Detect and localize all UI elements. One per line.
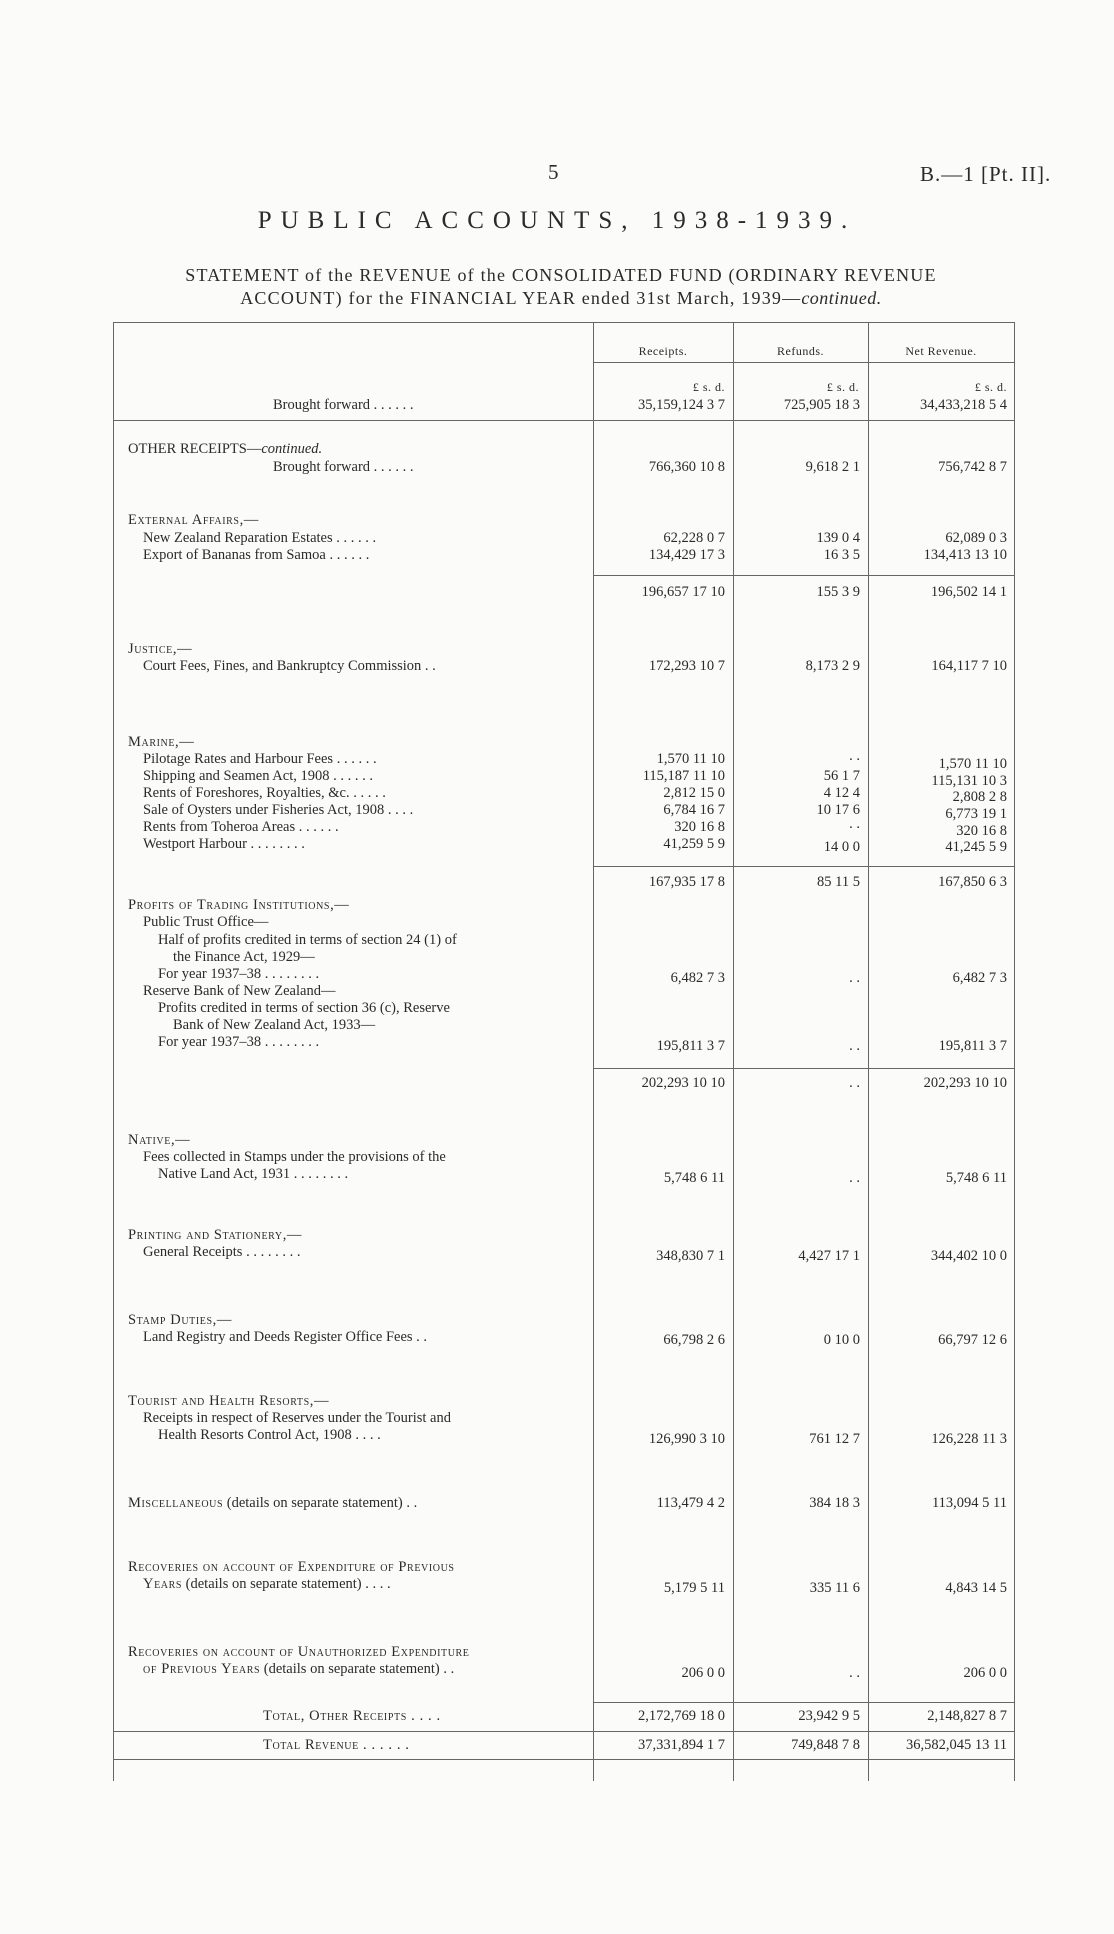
header-refunds: Refunds. (777, 344, 824, 358)
rule-external-subtotal (593, 575, 1015, 576)
total-other-receipts-receipts: 2,172,769 18 0 (638, 1708, 725, 1724)
external-total-net: 196,502 14 1 (930, 584, 1007, 600)
external-total-receipts: 196,657 17 10 (641, 584, 725, 600)
marine-item-refunds: 4 12 4 (823, 785, 860, 801)
justice-net: 164,117 7 10 (931, 658, 1007, 674)
header-receipts: Receipts. (638, 344, 688, 358)
justice-label: Court Fees, Fines, and Bankruptcy Commission . . (143, 658, 436, 674)
rule-under-brought-forward (113, 420, 1015, 421)
other-brought-forward-label: Brought forward . . . . . . (273, 459, 414, 475)
statement-line-1: STATEMENT of the REVENUE of the CONSOLIDATED FUND (ORDINARY REVENUE (185, 265, 937, 285)
total-other-receipts-net: 2,148,827 8 7 (927, 1708, 1007, 1724)
marine-item-net: 41,245 5 9 (945, 839, 1007, 855)
printing-label: General Receipts . . . . . . . . (143, 1244, 301, 1260)
marine-item-receipts: 6,784 16 7 (663, 802, 725, 818)
other-brought-forward-refunds: 9,618 2 1 (805, 459, 860, 475)
marine-item-label: Sale of Oysters under Fisheries Act, 1908 . . . . (143, 802, 414, 818)
marine-item-net: 1,570 11 10 (938, 756, 1007, 772)
brought-forward-refunds: 725,905 18 3 (783, 397, 860, 413)
rule-left (113, 322, 114, 1781)
unauthorized-net: 206 0 0 (963, 1665, 1007, 1681)
public-trust-line-1: Half of profits credited in terms of section 24 (1) of (158, 932, 457, 948)
marine-total-refunds: 85 11 5 (817, 874, 860, 890)
printing-net: 344,402 10 0 (930, 1248, 1007, 1264)
public-trust-label: Public Trust Office— (143, 914, 269, 930)
public-trust-year: For year 1937–38 . . . . . . . . (158, 966, 320, 982)
external-item-net: 134,413 13 10 (923, 547, 1007, 563)
stamp-duties-net: 66,797 12 6 (938, 1332, 1007, 1348)
document-reference: B.—1 [Pt. II]. (920, 162, 1052, 186)
marine-item-net: 115,131 10 3 (931, 773, 1007, 789)
marine-item-label: Rents from Toheroa Areas . . . . . . (143, 819, 339, 835)
total-other-receipts-refunds: 23,942 9 5 (798, 1708, 860, 1724)
marine-item-receipts: 2,812 15 0 (663, 785, 725, 801)
public-trust-net: 6,482 7 3 (952, 970, 1007, 986)
external-item-label: New Zealand Reparation Estates . . . . . . (143, 530, 377, 546)
external-total-refunds: 155 3 9 (816, 584, 860, 600)
other-receipts-heading-text: OTHER RECEIPTS— (128, 441, 262, 457)
revenue-table (113, 322, 1015, 1781)
brought-forward-label: Brought forward . . . . . . (273, 397, 414, 413)
reserve-bank-line-1: Profits credited in terms of section 36 (c), Reserve (158, 1000, 450, 1016)
unauthorized-note: (details on separate statement) . . (263, 1661, 455, 1677)
miscellaneous-note: (details on separate statement) . . (226, 1495, 418, 1511)
brought-forward-net: 34,433,218 5 4 (920, 397, 1007, 413)
trading-heading: Profits of Trading Institutions,— (128, 897, 350, 913)
unauthorized-previous-years: of Previous Years (143, 1661, 261, 1677)
marine-total-net: 167,850 6 3 (938, 874, 1007, 890)
other-brought-forward-receipts: 766,360 10 8 (648, 459, 725, 475)
recoveries-line-2 (143, 1576, 391, 1593)
marine-item-net: 6,773 19 1 (945, 806, 1007, 822)
miscellaneous-title: Miscellaneous (128, 1495, 224, 1511)
rule-header (593, 362, 1015, 363)
units-refunds: £ s. d. (826, 380, 859, 394)
reserve-bank-refunds: . . (849, 1038, 860, 1054)
reserve-bank-receipts: 195,811 3 7 (656, 1038, 725, 1054)
external-item-refunds: 16 3 5 (823, 547, 860, 563)
marine-item-label: Westport Harbour . . . . . . . . (143, 836, 305, 852)
native-net: 5,748 6 11 (945, 1170, 1007, 1186)
marine-item-label: Pilotage Rates and Harbour Fees . . . . . . (143, 751, 377, 767)
marine-item-refunds: 56 1 7 (823, 768, 860, 784)
native-refunds: . . (849, 1170, 860, 1186)
native-heading: Native,— (128, 1132, 191, 1148)
recoveries-line-1: Recoveries on account of Expenditure of Previous (128, 1559, 455, 1575)
page-number: 5 (548, 160, 559, 184)
total-revenue-refunds: 749,848 7 8 (791, 1737, 860, 1753)
brought-forward-receipts: 35,159,124 3 7 (638, 397, 725, 413)
miscellaneous-refunds: 384 18 3 (809, 1495, 860, 1511)
reserve-bank-line-2: Bank of New Zealand Act, 1933— (173, 1017, 376, 1033)
rule-total-revenue-bottom (113, 1759, 1015, 1760)
other-receipts-heading (128, 441, 322, 458)
justice-heading: Justice,— (128, 641, 193, 657)
total-revenue-net: 36,582,045 13 11 (906, 1737, 1007, 1753)
statement-line-2 (111, 287, 1011, 310)
recoveries-years: Years (143, 1576, 183, 1592)
total-revenue-receipts: 37,331,894 1 7 (638, 1737, 725, 1753)
marine-item-receipts: 41,259 5 9 (663, 836, 725, 852)
units-net: £ s. d. (974, 380, 1007, 394)
marine-heading: Marine,— (128, 734, 195, 750)
printing-refunds: 4,427 17 1 (798, 1248, 860, 1264)
unauthorized-line-2 (143, 1661, 454, 1678)
marine-item-label: Rents of Foreshores, Royalties, &c. . . . . . (143, 785, 386, 801)
tourist-refunds: 761 12 7 (809, 1431, 860, 1447)
rule-net (868, 322, 869, 1781)
tourist-line-2: Health Resorts Control Act, 1908 . . . . (158, 1427, 381, 1443)
marine-item-refunds: 10 17 6 (816, 802, 860, 818)
stamp-duties-heading: Stamp Duties,— (128, 1312, 232, 1328)
miscellaneous-label (128, 1495, 417, 1512)
statement-continued: continued. (801, 288, 882, 308)
native-line-1: Fees collected in Stamps under the provisions of the (143, 1149, 446, 1165)
recoveries-refunds: 335 11 6 (809, 1580, 860, 1596)
trading-total-receipts: 202,293 10 10 (641, 1075, 725, 1091)
page-title: PUBLIC ACCOUNTS, 1938-1939. (257, 207, 857, 234)
other-receipts-continued: continued. (261, 441, 323, 457)
marine-item-receipts: 320 16 8 (674, 819, 725, 835)
recoveries-receipts: 5,179 5 11 (663, 1580, 725, 1596)
public-trust-line-2: the Finance Act, 1929— (173, 949, 315, 965)
marine-item-receipts: 1,570 11 10 (656, 751, 725, 767)
external-item-net: 62,089 0 3 (945, 530, 1007, 546)
rule-right (1014, 322, 1015, 1781)
rule-total-other (593, 1702, 1015, 1703)
rule-total-revenue-top (113, 1731, 1015, 1732)
justice-refunds: 8,173 2 9 (805, 658, 860, 674)
rule-receipts (593, 322, 594, 1781)
marine-item-refunds: . . (849, 816, 860, 832)
stamp-duties-refunds: 0 10 0 (823, 1332, 860, 1348)
external-affairs-heading: External Affairs,— (128, 512, 259, 528)
total-other-receipts-label: Total, Other Receipts . . . . (263, 1708, 441, 1724)
reserve-bank-net: 195,811 3 7 (938, 1038, 1007, 1054)
marine-item-refunds: . . (849, 748, 860, 764)
tourist-heading: Tourist and Health Resorts,— (128, 1393, 330, 1409)
other-brought-forward-net: 756,742 8 7 (938, 459, 1007, 475)
reserve-bank-year: For year 1937–38 . . . . . . . . (158, 1034, 320, 1050)
rule-refunds (733, 322, 734, 1781)
unauthorized-receipts: 206 0 0 (681, 1665, 725, 1681)
marine-item-receipts: 115,187 11 10 (642, 768, 725, 784)
tourist-line-1: Receipts in respect of Reserves under the Tourist and (143, 1410, 451, 1426)
rule-trading-subtotal (593, 1068, 1015, 1069)
units-receipts: £ s. d. (692, 380, 725, 394)
printing-heading: Printing and Stationery,— (128, 1227, 303, 1243)
recoveries-note: (details on separate statement) . . . . (185, 1576, 391, 1592)
tourist-net: 126,228 11 3 (931, 1431, 1007, 1447)
marine-item-label: Shipping and Seamen Act, 1908 . . . . . . (143, 768, 373, 784)
statement-line-2-text: ACCOUNT) for the FINANCIAL YEAR ended 31st March, 1939— (240, 288, 802, 308)
tourist-receipts: 126,990 3 10 (648, 1431, 725, 1447)
statement-heading (111, 264, 1011, 310)
native-line-2: Native Land Act, 1931 . . . . . . . . (158, 1166, 349, 1182)
marine-item-net: 320 16 8 (956, 823, 1007, 839)
external-item-receipts: 62,228 0 7 (663, 530, 725, 546)
stamp-duties-label: Land Registry and Deeds Register Office Fees . . (143, 1329, 428, 1345)
external-item-refunds: 139 0 4 (816, 530, 860, 546)
rule-top (113, 322, 1015, 323)
external-item-label: Export of Bananas from Samoa . . . . . . (143, 547, 370, 563)
stamp-duties-receipts: 66,798 2 6 (663, 1332, 725, 1348)
marine-total-receipts: 167,935 17 8 (648, 874, 725, 890)
marine-item-net: 2,808 2 8 (952, 789, 1007, 805)
unauthorized-refunds: . . (849, 1665, 860, 1681)
rule-marine-subtotal (593, 866, 1015, 867)
reserve-bank-label: Reserve Bank of New Zealand— (143, 983, 336, 999)
native-receipts: 5,748 6 11 (663, 1170, 725, 1186)
total-revenue-label: Total Revenue . . . . . . (263, 1737, 410, 1753)
header-net-revenue: Net Revenue. (905, 344, 977, 358)
public-trust-receipts: 6,482 7 3 (670, 970, 725, 986)
public-trust-refunds: . . (849, 970, 860, 986)
miscellaneous-receipts: 113,479 4 2 (656, 1495, 725, 1511)
miscellaneous-net: 113,094 5 11 (931, 1495, 1007, 1511)
unauthorized-line-1: Recoveries on account of Unauthorized Expenditure (128, 1644, 470, 1660)
marine-item-refunds: 14 0 0 (823, 839, 860, 855)
external-item-receipts: 134,429 17 3 (648, 547, 725, 563)
trading-total-refunds: . . (849, 1075, 860, 1091)
justice-receipts: 172,293 10 7 (648, 658, 725, 674)
trading-total-net: 202,293 10 10 (923, 1075, 1007, 1091)
recoveries-net: 4,843 14 5 (945, 1580, 1007, 1596)
printing-receipts: 348,830 7 1 (656, 1248, 725, 1264)
